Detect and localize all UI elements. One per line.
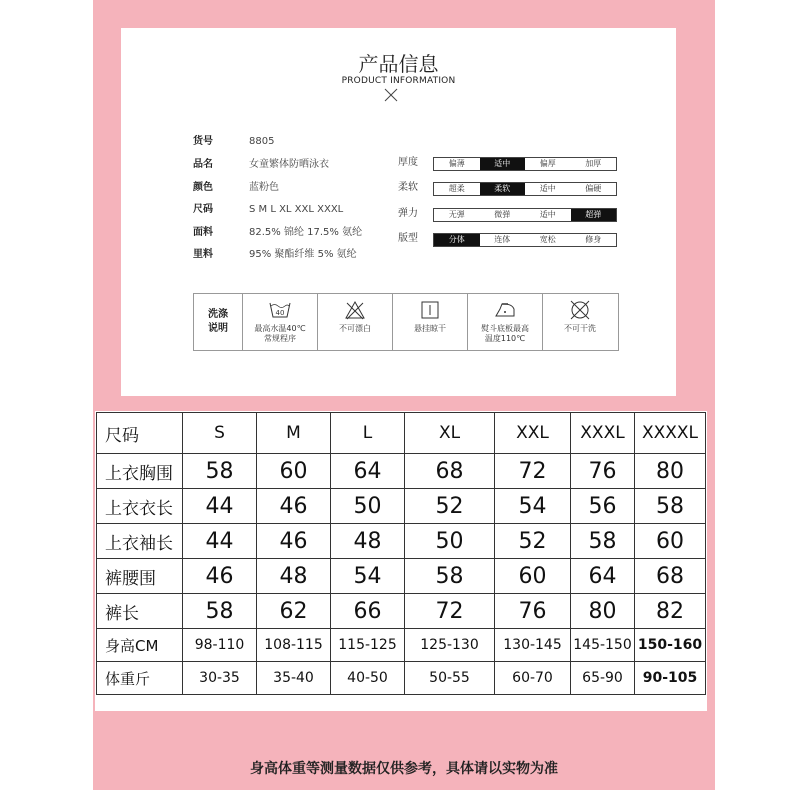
table-cell: 76 <box>571 454 635 489</box>
table-row <box>97 629 706 662</box>
table-cell: 64 <box>331 454 405 489</box>
attribute-option: 适中 <box>480 158 526 170</box>
table-cell: 60 <box>495 559 571 594</box>
info-value: 女童繁体防晒泳衣 <box>249 159 329 170</box>
table-cell: 54 <box>495 489 571 524</box>
close-icon <box>384 88 398 102</box>
attribute-option: 偏厚 <box>539 159 556 168</box>
table-cell: 50-55 <box>405 662 495 695</box>
table-cell: 58 <box>183 454 257 489</box>
care-item-iron: 熨斗底板最高 温度110℃ <box>467 294 542 350</box>
care-item-wash: 40 最高水温40℃ 常规程序 <box>242 294 317 350</box>
table-cell: 58 <box>405 559 495 594</box>
table-cell: 130-145 <box>495 629 571 662</box>
table-cell: 72 <box>495 454 571 489</box>
table-row <box>97 559 706 594</box>
care-item-hang-dry: 悬挂晾干 <box>392 294 467 350</box>
attribute-option: 适中 <box>539 184 556 193</box>
table-cell: 54 <box>331 559 405 594</box>
info-key: 面料 <box>193 227 213 238</box>
table-cell: 108-115 <box>257 629 331 662</box>
info-key: 里料 <box>193 249 213 260</box>
table-row-label: 身高CM <box>97 629 183 662</box>
attribute-option: 偏硬 <box>585 184 602 193</box>
table-cell: 30-35 <box>183 662 257 695</box>
table-header-cell: 尺码 <box>97 413 183 454</box>
table-row-label: 上衣衣长 <box>97 489 183 524</box>
attribute-name: 柔软 <box>398 182 418 193</box>
table-cell: 60 <box>257 454 331 489</box>
table-cell: 115-125 <box>331 629 405 662</box>
table-cell: 46 <box>257 489 331 524</box>
table-cell: 35-40 <box>257 662 331 695</box>
table-cell: 145-150 <box>571 629 635 662</box>
info-value: 8805 <box>249 136 275 147</box>
table-cell: 40-50 <box>331 662 405 695</box>
table-cell: 66 <box>331 594 405 629</box>
table-cell: 56 <box>571 489 635 524</box>
table-cell: 68 <box>635 559 706 594</box>
attribute-scale <box>433 233 617 247</box>
info-value: S M L XL XXL XXXL <box>249 204 344 215</box>
size-table <box>96 412 706 695</box>
attribute-option: 宽松 <box>539 235 556 244</box>
hang-dry-icon <box>419 300 441 320</box>
table-cell: 62 <box>257 594 331 629</box>
footer-note: 身高体重等测量数据仅供参考，具体请以实物为准 <box>250 761 558 777</box>
table-row <box>97 662 706 695</box>
care-item-no-bleach: 不可漂白 <box>317 294 392 350</box>
table-row <box>97 454 706 489</box>
table-cell: 82 <box>635 594 706 629</box>
table-row-label: 体重斤 <box>97 662 183 695</box>
table-cell: 98-110 <box>183 629 257 662</box>
iron-icon <box>494 300 516 320</box>
table-header-cell: M <box>257 413 331 454</box>
table-cell: 44 <box>183 489 257 524</box>
care-item-no-dry-clean: 不可干洗 <box>542 294 617 350</box>
attribute-option: 超柔 <box>448 184 465 193</box>
table-cell: 52 <box>495 524 571 559</box>
table-row-label: 裤长 <box>97 594 183 629</box>
table-row <box>97 489 706 524</box>
table-cell: 60 <box>635 524 706 559</box>
attribute-option: 适中 <box>539 210 556 219</box>
table-row-label: 上衣胸围 <box>97 454 183 489</box>
info-key: 品名 <box>193 159 213 170</box>
table-header-row <box>97 413 706 454</box>
info-value: 蓝粉色 <box>249 182 279 193</box>
attribute-name: 厚度 <box>398 157 418 168</box>
info-value: 95% 聚酯纤维 5% 氨纶 <box>249 249 357 260</box>
table-cell: 72 <box>405 594 495 629</box>
table-cell: 64 <box>571 559 635 594</box>
table-cell: 48 <box>331 524 405 559</box>
wash-40-icon <box>269 300 291 320</box>
attribute-option: 修身 <box>585 235 602 244</box>
table-cell: 46 <box>257 524 331 559</box>
care-label: 洗涤 说明 <box>208 309 228 334</box>
table-header-cell: L <box>331 413 405 454</box>
table-cell: 76 <box>495 594 571 629</box>
table-cell: 58 <box>183 594 257 629</box>
svg-text:40: 40 <box>275 309 285 317</box>
table-cell: 80 <box>571 594 635 629</box>
info-key: 货号 <box>193 136 213 147</box>
table-cell: 46 <box>183 559 257 594</box>
attribute-name: 版型 <box>398 233 418 244</box>
table-cell: 52 <box>405 489 495 524</box>
table-cell: 125-130 <box>405 629 495 662</box>
attribute-option: 分体 <box>434 234 480 246</box>
table-cell: 68 <box>405 454 495 489</box>
table-header-cell: XXL <box>495 413 571 454</box>
table-cell: 48 <box>257 559 331 594</box>
table-cell: 65-90 <box>571 662 635 695</box>
no-bleach-icon <box>344 300 366 320</box>
table-row-label: 上衣袖长 <box>97 524 183 559</box>
care-instructions <box>193 293 619 351</box>
table-cell: 58 <box>571 524 635 559</box>
page-subtitle: PRODUCT INFORMATION <box>341 76 456 86</box>
attribute-option: 连体 <box>494 235 511 244</box>
attribute-option: 无弹 <box>448 210 465 219</box>
size-table-panel <box>95 411 707 711</box>
info-key: 尺码 <box>193 204 213 215</box>
table-cell: 60-70 <box>495 662 571 695</box>
no-dry-clean-icon <box>569 300 591 320</box>
table-cell: 50 <box>331 489 405 524</box>
table-row <box>97 594 706 629</box>
attribute-option: 加厚 <box>585 159 602 168</box>
attribute-scale <box>433 208 617 222</box>
page-title: 产品信息 <box>358 52 439 76</box>
table-cell: 90-105 <box>635 662 706 695</box>
table-header-cell: S <box>183 413 257 454</box>
table-row-label: 裤腰围 <box>97 559 183 594</box>
table-cell: 50 <box>405 524 495 559</box>
attribute-scale <box>433 157 617 171</box>
info-key: 颜色 <box>193 182 213 193</box>
table-cell: 80 <box>635 454 706 489</box>
table-header-cell: XXXXL <box>635 413 706 454</box>
attribute-option: 柔软 <box>480 183 526 195</box>
product-info-card <box>121 28 676 396</box>
attribute-scale <box>433 182 617 196</box>
info-value: 82.5% 锦纶 17.5% 氨纶 <box>249 227 363 238</box>
table-cell: 58 <box>635 489 706 524</box>
table-header-cell: XL <box>405 413 495 454</box>
table-header-cell: XXXL <box>571 413 635 454</box>
attribute-option: 微弹 <box>494 210 511 219</box>
attribute-option: 偏薄 <box>448 159 465 168</box>
attribute-name: 弹力 <box>398 208 418 219</box>
table-cell: 150-160 <box>635 629 706 662</box>
table-cell: 44 <box>183 524 257 559</box>
attribute-option: 超弹 <box>571 209 617 221</box>
table-row <box>97 524 706 559</box>
